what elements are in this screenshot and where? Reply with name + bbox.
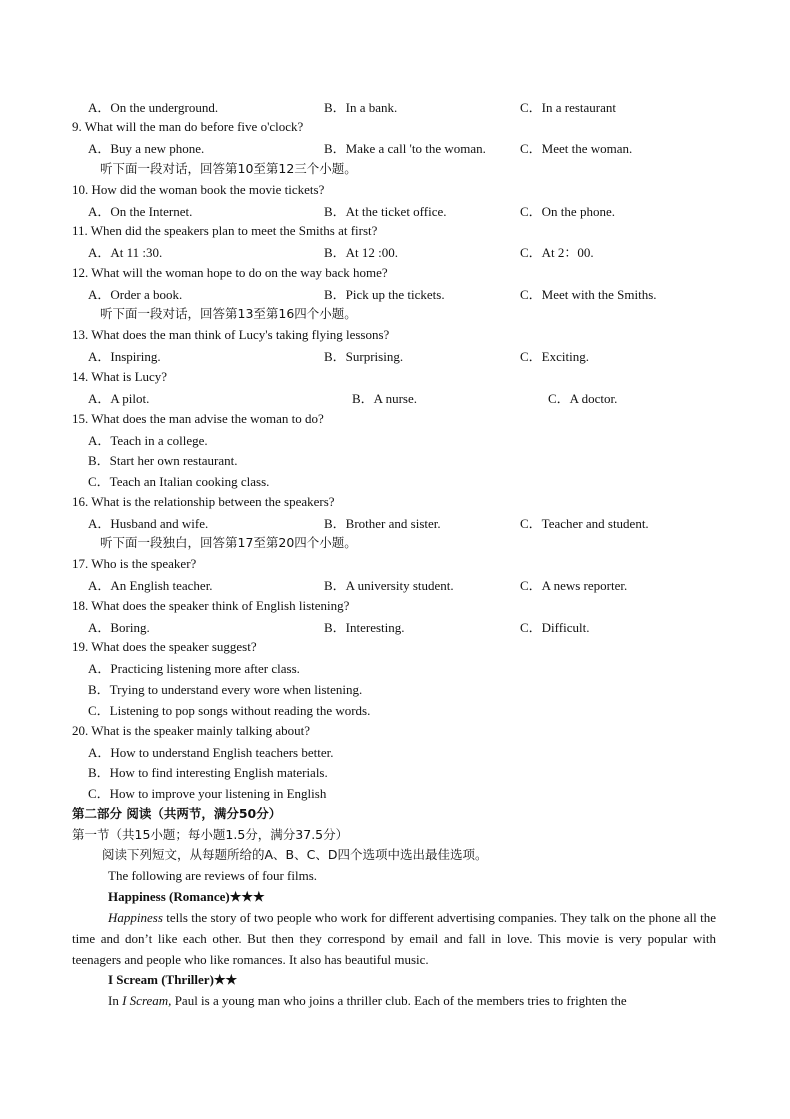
q18-option-c: C．Difficult. [520, 620, 590, 635]
q11-option-b: B．At 12 :00. [324, 245, 399, 260]
part2-instruction: 阅读下列短文，从每题所给的A、B、C、D四个选项中选出最佳选项。 [102, 847, 488, 862]
q13-text: 13. What does the man think of Lucy's taking flying lessons? [72, 327, 390, 342]
q14-text: 14. What is Lucy? [72, 369, 168, 384]
q12-option-c: C．Meet with the Smiths. [520, 287, 657, 302]
film2-review-text: Paul is a young man who joins a thriller club. Each of the members tries to frighten the [171, 993, 627, 1008]
film1-title: Happiness (Romance)★★★ [108, 889, 265, 904]
film2-review [72, 991, 716, 1012]
q13-option-a: A．Inspiring. [88, 349, 161, 364]
q19-option-c: C．Listening to pop songs without reading the words. [88, 703, 371, 718]
q15-option-a: A．Teach in a college. [88, 433, 208, 448]
q15-text: 15. What does the man advise the woman to do? [72, 411, 324, 426]
q20-option-a: A．How to understand English teachers better. [88, 745, 334, 760]
q17-option-b: B．A university student. [324, 578, 454, 593]
q8-option-b: B．In a bank. [324, 100, 398, 115]
q16-option-a: A．Husband and wife. [88, 516, 209, 531]
q15-option-b: B．Start her own restaurant. [88, 453, 238, 468]
q19-option-b: B．Trying to understand every wore when listening. [88, 682, 363, 697]
q20-text: 20. What is the speaker mainly talking about? [72, 723, 311, 738]
q10-option-a: A．On the Internet. [88, 204, 193, 219]
part2-heading: 第二部分 阅读（共两节，满分50分） [72, 806, 282, 821]
q17-text: 17. Who is the speaker? [72, 556, 197, 571]
q18-text: 18. What does the speaker think of English listening? [72, 598, 350, 613]
part2-section1: 第一节（共15小题；每小题1.5分，满分37.5分） [72, 827, 349, 842]
q13-option-b: B．Surprising. [324, 349, 404, 364]
q13-option-c: C．Exciting. [520, 349, 589, 364]
q17-option-a: A．An English teacher. [88, 578, 213, 593]
q11-option-a: A．At 11 :30. [88, 245, 163, 260]
section-instruction-1: 听下面一段对话，回答第10至第12三个小题。 [100, 161, 357, 176]
q10-option-c: C．On the phone. [520, 204, 615, 219]
film2-prefix: In [108, 993, 123, 1008]
q11-option-c: C．At 2：00. [520, 245, 594, 260]
q10-option-b: B．At the ticket office. [324, 204, 447, 219]
q19-text: 19. What does the speaker suggest? [72, 639, 257, 654]
section-instruction-3: 听下面一段独白，回答第17至第20四个小题。 [100, 535, 357, 550]
reviews-intro: The following are reviews of four films. [108, 868, 318, 883]
q9-option-a: A．Buy a new phone. [88, 141, 205, 156]
q14-option-a: A．A pilot. [88, 391, 150, 406]
q18-option-a: A．Boring. [88, 620, 150, 635]
film2-title: I Scream (Thriller)★★ [108, 972, 238, 987]
q8-option-c: C．In a restaurant [520, 100, 617, 115]
film1-review [72, 908, 716, 970]
section-instruction-2: 听下面一段对话，回答第13至第16四个小题。 [100, 306, 357, 321]
q18-option-b: B．Interesting. [324, 620, 405, 635]
film2-name: I Scream, [122, 993, 172, 1008]
q15-option-c: C．Teach an Italian cooking class. [88, 474, 270, 489]
q10-text: 10. How did the woman book the movie tickets? [72, 182, 325, 197]
q8-option-a: A．On the underground. [88, 100, 219, 115]
q17-option-c: C．A news reporter. [520, 578, 628, 593]
film1-review-text: tells the story of two people who work for different advertising companies. They talk on the phone all the time and don’t like each other. But then they correspond by email and fall in love. This movie is very popular with teenagers and people who like romances. It also has beautiful music. [72, 910, 716, 967]
q11-text: 11. When did the speakers plan to meet the Smiths at first? [72, 223, 378, 238]
q12-option-a: A．Order a book. [88, 287, 183, 302]
q9-option-c: C．Meet the woman. [520, 141, 633, 156]
q19-option-a: A．Practicing listening more after class. [88, 661, 300, 676]
q20-option-c: C．How to improve your listening in English [88, 786, 327, 801]
q16-text: 16. What is the relationship between the speakers? [72, 494, 335, 509]
q9-option-b: B．Make a call 'to the woman. [324, 141, 486, 156]
q12-option-b: B．Pick up the tickets. [324, 287, 445, 302]
q16-option-c: C．Teacher and student. [520, 516, 649, 531]
q12-text: 12. What will the woman hope to do on the way back home? [72, 265, 388, 280]
q9-text: 9. What will the man do before five o'clock? [72, 119, 304, 134]
q16-option-b: B．Brother and sister. [324, 516, 441, 531]
q14-option-c: C．A doctor. [548, 391, 618, 406]
q14-option-b: B．A nurse. [352, 391, 418, 406]
film1-name: Happiness [108, 910, 163, 925]
q20-option-b: B．How to find interesting English materials. [88, 765, 328, 780]
